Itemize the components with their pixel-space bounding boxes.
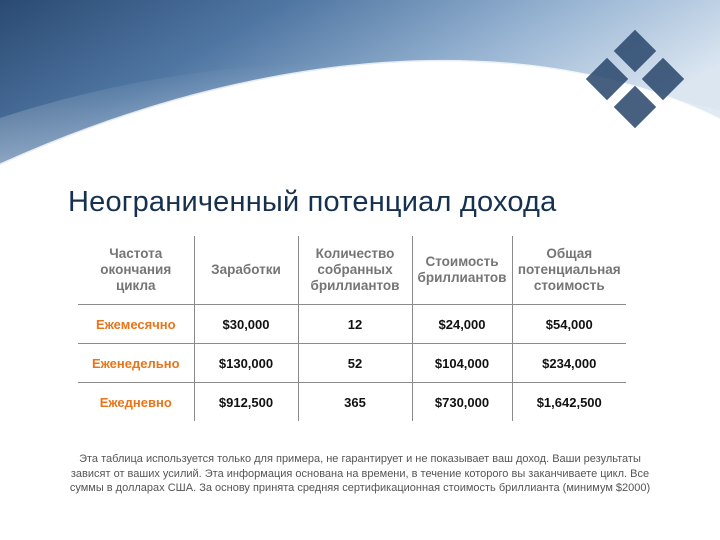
diamond-logo-icon <box>572 28 702 158</box>
disclaimer-text: Эта таблица используется только для примера, не гарантирует и не показывает ваш доход. Ваши результаты зависят от ваших усилий. Эта информация основана на времени, в течение которого вы заканчиваете цикл. Все суммы в долларах США. За основу принята средняя сертификационная стоимость бриллианта (минимум $2000) <box>69 453 651 494</box>
table-cell: $730,000 <box>412 383 512 422</box>
column-header-diamond-count: Количество собранных бриллиантов <box>298 236 412 305</box>
table-cell: $30,000 <box>194 305 298 344</box>
table-row <box>78 383 626 422</box>
page-title: Неограниченный потенциал дохода <box>68 186 557 218</box>
column-header-earnings: Заработки <box>194 236 298 305</box>
table-cell: 12 <box>298 305 412 344</box>
table-cell: $234,000 <box>512 344 626 383</box>
column-header-total-value: Общая потенциальная стоимость <box>512 236 626 305</box>
table-row <box>78 344 626 383</box>
column-header-diamond-value: Стоимость бриллиантов <box>412 236 512 305</box>
table-cell: $1,642,500 <box>512 383 626 422</box>
income-table <box>78 236 626 421</box>
row-label: Ежемесячно <box>78 305 194 344</box>
table-header-row <box>78 236 626 305</box>
row-label: Ежедневно <box>99 394 172 410</box>
table-row <box>78 305 626 344</box>
table-cell: $54,000 <box>512 305 626 344</box>
table-cell: 365 <box>298 383 412 422</box>
table-cell: $104,000 <box>412 344 512 383</box>
column-header-frequency: Частота окончания цикла <box>78 236 194 305</box>
table-cell: $130,000 <box>194 344 298 383</box>
table-cell: 52 <box>298 344 412 383</box>
row-label: Еженедельно <box>78 344 194 383</box>
table-cell: $912,500 <box>194 383 298 422</box>
table-cell: $24,000 <box>412 305 512 344</box>
